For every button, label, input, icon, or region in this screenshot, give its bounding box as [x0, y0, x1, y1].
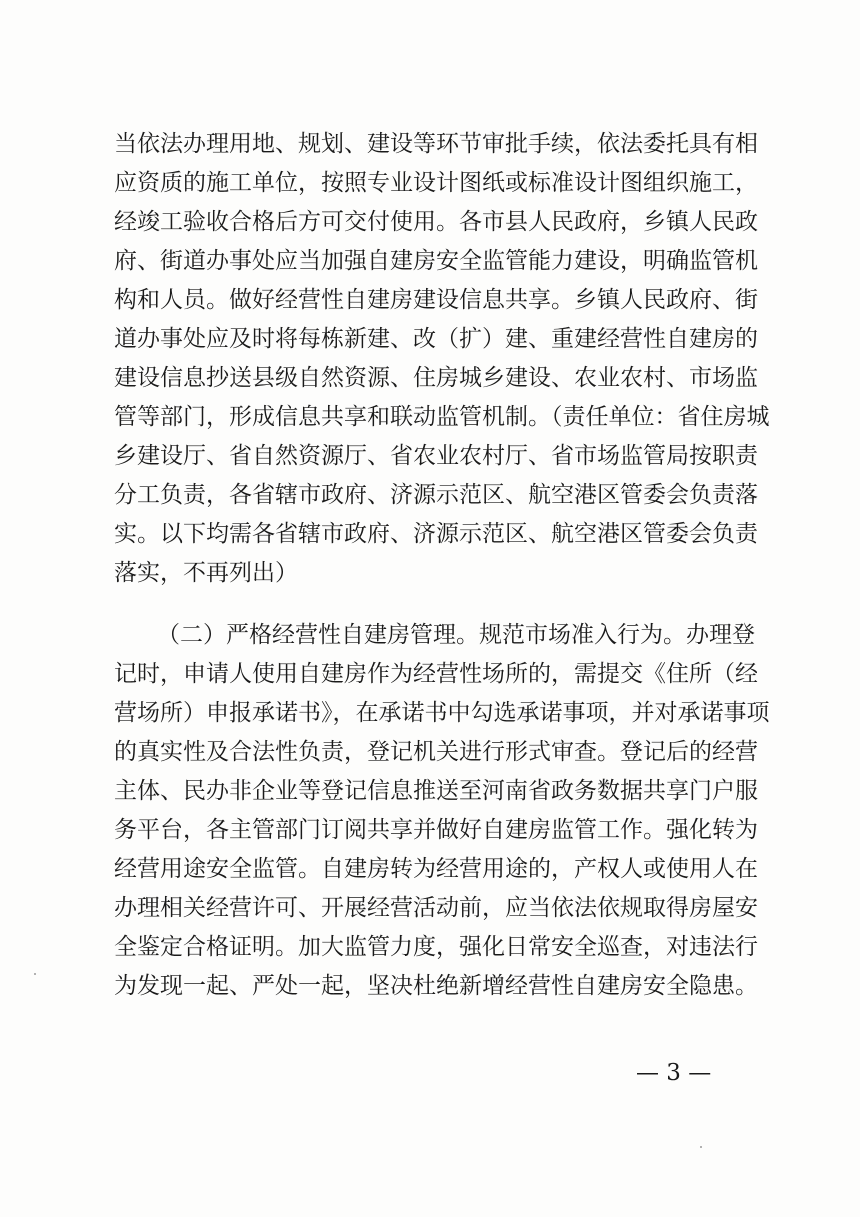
- text-line: [0, 732, 860, 772]
- text-line: [0, 615, 860, 655]
- line-text: 全鉴定合格证明。加大监管力度，强化日常安全巡查，对违法行: [114, 934, 758, 960]
- line-text: 落实，不再列出）: [114, 560, 298, 586]
- text-line: [0, 202, 860, 242]
- line-text: 构和人员。做好经营性自建房建设信息共享。乡镇人民政府、街: [114, 287, 758, 313]
- line-text: 府、街道办事处应当加强自建房安全监管能力建设，明确监管机: [114, 248, 758, 274]
- text-line: [0, 693, 860, 733]
- text-line: [0, 927, 860, 967]
- text-line: [0, 280, 860, 320]
- text-line: [0, 654, 860, 694]
- text-line: [0, 849, 860, 889]
- text-line: [0, 241, 860, 281]
- text-line: [0, 397, 860, 437]
- line-text: 的真实性及合法性负责，登记机关进行形式审查。登记后的经营: [114, 739, 758, 765]
- line-text: 为发现一起、严处一起，坚决杜绝新增经营性自建房安全隐患。: [114, 973, 758, 999]
- text-line: [0, 888, 860, 928]
- line-text: 实。以下均需各省辖市政府、济源示范区、航空港区管委会负责: [114, 521, 758, 547]
- text-line: [0, 514, 860, 554]
- text-line: [0, 124, 860, 164]
- line-text: 乡建设厅、省自然资源厅、省农业农村厅、省市场监管局按职责: [114, 443, 758, 469]
- line-text: 应资质的施工单位，按照专业设计图纸或标准设计图组织施工，: [114, 170, 758, 196]
- line-text: 当依法办理用地、规划、建设等环节审批手续，依法委托具有相: [114, 131, 758, 157]
- scan-speck: [34, 973, 36, 975]
- line-text: 分工负责，各省辖市政府、济源示范区、航空港区管委会负责落: [114, 482, 758, 508]
- text-line: [0, 771, 860, 811]
- text-line: [0, 436, 860, 476]
- text-line: [0, 966, 860, 1006]
- text-line: [0, 358, 860, 398]
- line-text: 经营用途安全监管。自建房转为经营用途的，产权人或使用人在: [114, 856, 758, 882]
- text-line: [0, 319, 860, 359]
- line-text: 记时，申请人使用自建房作为经营性场所的，需提交《住所（经: [114, 661, 758, 687]
- line-text: （二）严格经营性自建房管理。规范市场准入行为。办理登: [157, 622, 755, 648]
- text-line: [0, 553, 860, 593]
- text-line: [0, 163, 860, 203]
- line-text: 建设信息抄送县级自然资源、住房城乡建设、农业农村、市场监: [114, 365, 758, 391]
- text-line: [0, 475, 860, 515]
- line-text: 道办事处应及时将每栋新建、改（扩）建、重建经营性自建房的: [114, 326, 758, 352]
- text-line: [0, 810, 860, 850]
- line-text: 办理相关经营许可、开展经营活动前，应当依法依规取得房屋安: [114, 895, 758, 921]
- scan-speck: [700, 1146, 702, 1148]
- line-text: 管等部门，形成信息共享和联动监管机制。（责任单位：省住房城: [114, 404, 770, 430]
- page-number: — 3 —: [636, 1060, 712, 1086]
- line-text: 主体、民办非企业等登记信息推送至河南省政务数据共享门户服: [114, 778, 758, 804]
- line-text: 务平台，各主管部门订阅共享并做好自建房监管工作。强化转为: [114, 817, 758, 843]
- line-text: 经竣工验收合格后方可交付使用。各市县人民政府，乡镇人民政: [114, 209, 758, 235]
- line-text: 营场所）申报承诺书》，在承诺书中勾选承诺事项，并对承诺事项: [114, 700, 770, 726]
